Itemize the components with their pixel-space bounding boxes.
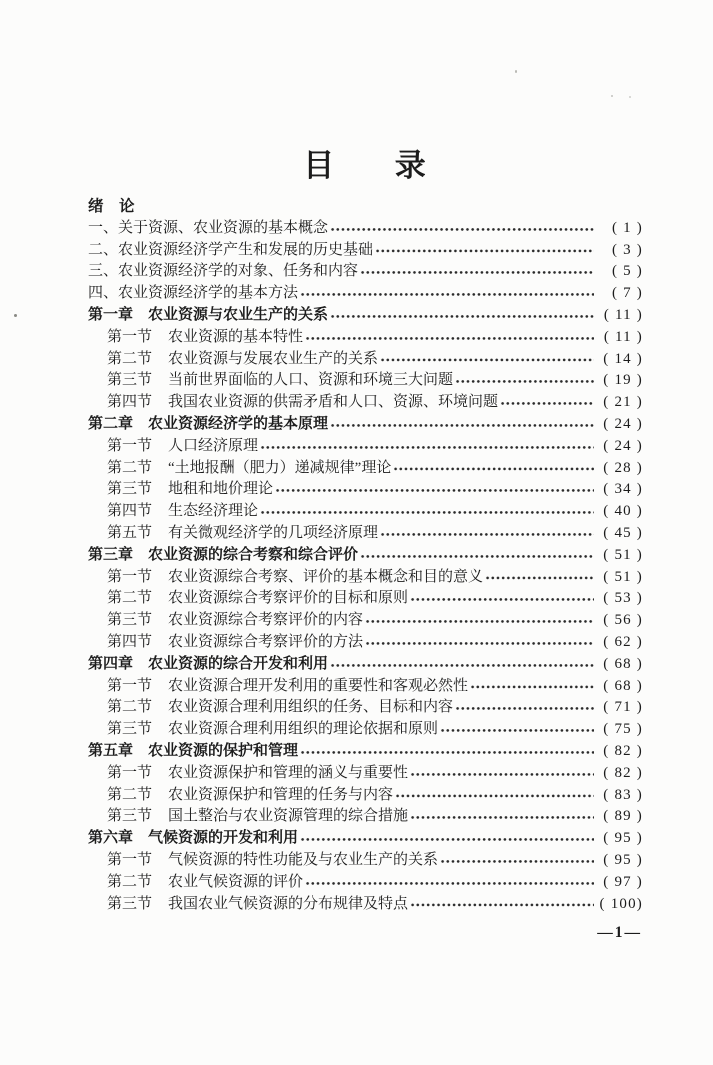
toc-entry-title: 农业资源与农业生产的关系 [148,306,329,323]
toc-entry [88,588,643,610]
toc-entry-page: ( 11 ) [603,328,643,345]
toc-entry-title: 气候资源的开发和利用 [148,830,299,847]
toc-entry-label: 第二章 [88,415,134,432]
dot-leader [330,305,594,327]
toc-entry-label: 第四节 [107,503,153,520]
toc-entry-title: 我国农业资源的供需矛盾和人口、资源、环境问题 [168,394,499,411]
toc-entry-title: 生态经济理论 [168,503,259,520]
toc-entry-page: ( 51 ) [603,568,643,585]
toc-entry-title: 关于资源、农业资源的基本概念 [118,219,329,236]
toc-entry-title: 农业资源综合考察、评价的基本概念和目的意义 [168,568,484,585]
toc-entry-title: 农业资源保护和管理的任务与内容 [168,786,394,803]
toc-entry [88,370,643,392]
toc-entry-title: 气候资源的特性功能及与农业生产的关系 [168,851,439,868]
toc-entry-page: ( 83 ) [603,786,643,803]
toc-entry-label: 第二节 [107,590,153,607]
dot-leader [360,545,594,567]
toc-entry [88,479,643,501]
dot-leader [410,894,594,916]
toc-entry-title: 农业资源与发展农业生产的关系 [168,350,379,367]
dot-leader [375,240,594,262]
toc-entry-title: 农业资源的综合考察和综合评价 [148,546,359,563]
toc-entry [88,305,643,327]
dot-leader [485,567,594,589]
toc-entry-label: 第五节 [107,524,153,541]
toc-entry-page: ( 45 ) [603,524,643,541]
toc-entry [88,218,643,240]
toc-entry-page: ( 19 ) [603,372,643,389]
toc-entry-label: 第三节 [107,481,153,498]
dot-leader [455,697,594,719]
dot-leader [440,850,594,872]
toc-entry-page: ( 34 ) [603,481,643,498]
scan-speck [611,95,613,97]
toc-entry-page: ( 82 ) [603,764,643,781]
toc-entry-title: 农业资源的保护和管理 [148,742,299,759]
toc-entry-label: 四、 [88,285,119,302]
toc-entry-title: 农业资源合理利用组织的任务、目标和内容 [168,699,454,716]
toc-entry-page: ( 51 ) [603,546,643,563]
toc-entry-page: ( 3 ) [612,241,643,258]
toc-entry [88,349,643,371]
toc-entry [88,240,643,262]
toc-entry [88,261,643,283]
toc-entry-title: 农业气候资源的评价 [168,873,304,890]
toc-entry-label: 绪 论 [88,198,135,215]
dot-leader [410,588,594,610]
dot-leader [410,806,594,828]
dot-leader [260,436,594,458]
toc-entry-label: 第三章 [88,546,134,563]
toc-entry [88,632,643,654]
dot-leader [330,218,594,240]
toc-entry [88,501,643,523]
toc-entry-title: 有关微观经济学的几项经济原理 [168,524,379,541]
dot-leader [380,349,594,371]
toc-entry [88,414,643,436]
toc-entry-page: ( 68 ) [603,677,643,694]
toc-entry-title: 农业资源经济学的基本方法 [118,285,299,302]
toc-entry-page: ( 28 ) [603,459,643,476]
dot-leader [305,872,594,894]
dot-leader [470,676,594,698]
toc-entry-title: 人口经济原理 [168,437,259,454]
toc-entry-title: 农业资源的综合开发和利用 [148,655,329,672]
dot-leader [300,741,594,763]
toc-entry-label: 第五章 [88,742,134,759]
toc-entry-label: 第二节 [107,459,153,476]
toc-entry-label: 第二节 [107,350,153,367]
toc-entry-label: 第一节 [107,851,153,868]
toc-entry-title: 农业资源综合考察评价的方法 [168,633,364,650]
toc-entry-page: ( 56 ) [603,612,643,629]
toc-entry-label: 第四节 [107,394,153,411]
dot-leader [440,719,594,741]
scan-speck [629,96,631,98]
toc-entry-label: 第二节 [107,699,153,716]
toc-entry [88,196,643,218]
toc-entry [88,894,643,916]
toc-entry [88,676,643,698]
toc-entry-label: 第三节 [107,612,153,629]
toc-entry [88,763,643,785]
toc-entry-label: 二、 [88,241,119,258]
toc-entry [88,828,643,850]
toc-entry-label: 一、 [88,219,119,236]
dot-leader [360,261,594,283]
dot-leader [455,370,594,392]
toc-entry [88,654,643,676]
toc-entry-label: 第三节 [107,895,153,912]
dot-leader [275,479,594,501]
toc-entry-label: 第一节 [107,764,153,781]
toc-entry-title: 农业资源合理开发利用的重要性和客观必然性 [168,677,469,694]
dot-leader [393,458,594,480]
toc-entry [88,697,643,719]
toc-entry-page: ( 95 ) [603,830,643,847]
toc-entry-label: 第一节 [107,328,153,345]
toc-entry [88,806,643,828]
toc-entry-title: 农业资源经济学产生和发展的历史基础 [118,241,374,258]
toc-entry-page: ( 21 ) [603,394,643,411]
dot-leader [300,283,594,305]
page-title: 目 录 [303,148,428,183]
toc-entry-page: ( 82 ) [603,742,643,759]
dot-leader [300,828,594,850]
toc-entry [88,610,643,632]
toc-entry-title: 我国农业气候资源的分布规律及特点 [168,895,409,912]
toc-entry-page: ( 14 ) [603,350,643,367]
toc-entry-page: ( 53 ) [603,590,643,607]
toc-entry-title: 地租和地价理论 [168,481,274,498]
page-number: —1— [597,924,642,941]
toc-entry-title: 农业资源合理利用组织的理论依据和原则 [168,721,439,738]
toc-entry-page: ( 62 ) [603,633,643,650]
dot-leader [365,610,594,632]
dot-leader [380,523,594,545]
toc-entry-page: ( 68 ) [603,655,643,672]
dot-leader [305,327,594,349]
toc-entry [88,436,643,458]
toc-entry-label: 第四节 [107,633,153,650]
dot-leader [395,785,594,807]
toc-entry [88,283,643,305]
toc-entry-page: ( 7 ) [612,285,643,302]
toc-entry [88,872,643,894]
toc-entry-page: ( 24 ) [603,415,643,432]
toc-entry-label: 第二节 [107,873,153,890]
toc-entry-label: 第一节 [107,568,153,585]
toc-entry-label: 第三节 [107,721,153,738]
toc-entry [88,567,643,589]
toc-entry-label: 第三节 [107,808,153,825]
toc-entry-page: ( 75 ) [603,721,643,738]
dot-leader [260,501,594,523]
toc-entry-page: ( 5 ) [612,263,643,280]
toc-entry-page: ( 100) [599,895,643,912]
toc-entry-page: ( 89 ) [603,808,643,825]
toc-entry-label: 第三节 [107,372,153,389]
dot-leader [365,632,594,654]
toc-entry-page: ( 40 ) [603,503,643,520]
toc-entry-page: ( 97 ) [603,873,643,890]
toc-entry-page: ( 11 ) [603,306,643,323]
toc-entry-label: 三、 [88,263,119,280]
toc-entry-label: 第一章 [88,306,134,323]
toc-entry [88,392,643,414]
toc-entry-title: 农业资源经济学的对象、任务和内容 [118,263,359,280]
toc-entry [88,719,643,741]
toc-entry [88,785,643,807]
toc-entry-page: ( 1 ) [612,219,643,236]
toc-entry [88,458,643,480]
toc-entry-title: 农业资源综合考察评价的目标和原则 [168,590,409,607]
toc-entry [88,545,643,567]
toc-entry-page: ( 95 ) [603,851,643,868]
toc-entry-title: 农业资源综合考察评价的内容 [168,612,364,629]
toc-entry-label: 第六章 [88,830,134,847]
dot-leader [330,414,594,436]
dot-leader [500,392,594,414]
toc-entry [88,741,643,763]
toc-list [88,196,643,915]
toc-entry-title: 国土整治与农业资源管理的综合措施 [168,808,409,825]
toc-entry-label: 第四章 [88,655,134,672]
toc-entry-label: 第一节 [107,677,153,694]
toc-entry-label: 第一节 [107,437,153,454]
scan-speck [515,70,517,73]
toc-entry [88,523,643,545]
toc-entry-title: 农业资源的基本特性 [168,328,304,345]
dot-leader [330,654,594,676]
toc-entry [88,850,643,872]
scan-speck [14,314,17,317]
toc-entry-title: 当前世界面临的人口、资源和环境三大问题 [168,372,454,389]
toc-entry-label: 第二节 [107,786,153,803]
toc-entry-title: “土地报酬（肥力）递减规律”理论 [168,459,392,476]
toc-entry-page: ( 71 ) [603,699,643,716]
toc-entry-title: 农业资源保护和管理的涵义与重要性 [168,764,409,781]
toc-entry-title: 农业资源经济学的基本原理 [148,415,329,432]
toc-entry [88,327,643,349]
dot-leader [410,763,594,785]
toc-entry-page: ( 24 ) [603,437,643,454]
